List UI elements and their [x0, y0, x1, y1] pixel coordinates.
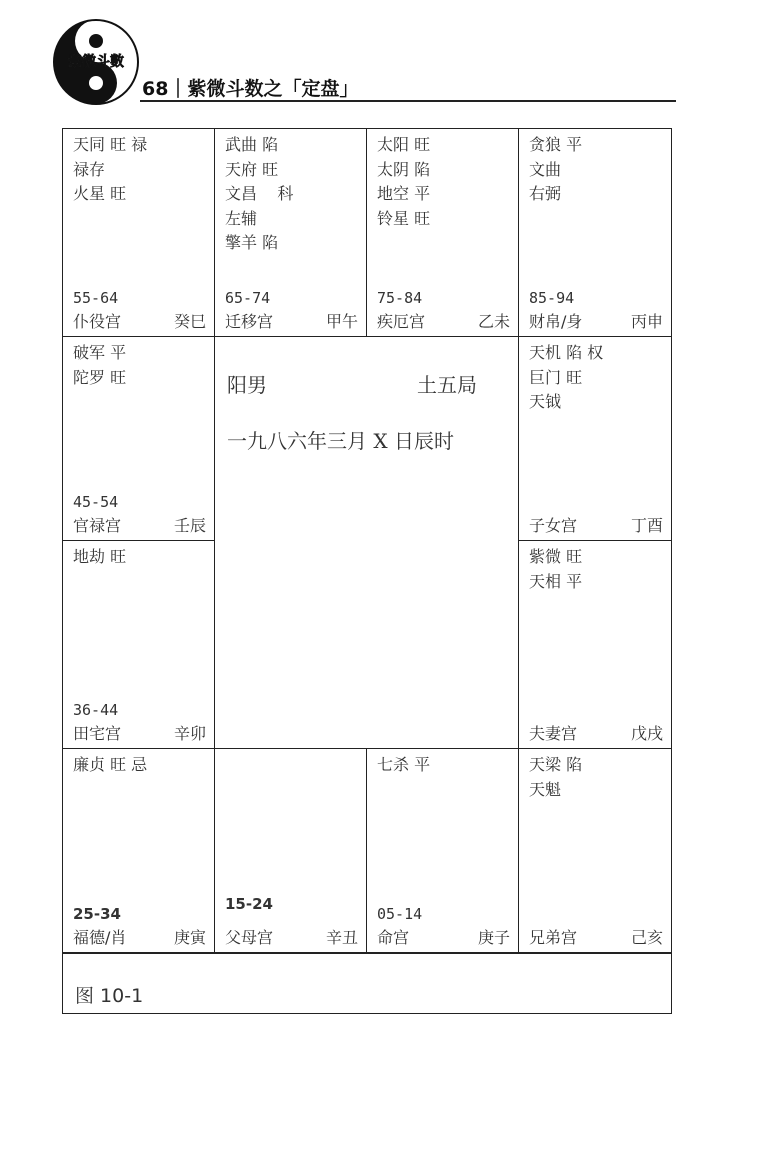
star-line: 擎羊 陷 [225, 233, 279, 252]
earthly-branch: 癸巳 [173, 312, 206, 331]
palace-cell [63, 337, 215, 541]
earthly-branch: 乙未 [477, 312, 510, 331]
age-range: 85-94 [529, 289, 575, 307]
palace-name: 命宫 [377, 928, 410, 947]
star-line: 地空 平 [377, 184, 431, 203]
bureau-label: 土五局 [417, 373, 477, 397]
star-line: 巨门 旺 [529, 367, 583, 387]
yin-yang-logo [52, 18, 140, 106]
age-range: 55-64 [73, 289, 119, 307]
star-line: 廉贞 旺 忌 [73, 755, 148, 774]
palace-cell [367, 129, 519, 337]
star-line: 天同 旺 禄 [73, 135, 148, 154]
chart-center [215, 337, 519, 749]
earthly-branch: 甲午 [325, 312, 358, 331]
star-line: 火星 旺 [73, 184, 127, 203]
star-line: 太阳 旺 [377, 135, 431, 154]
palace-cell [519, 749, 671, 953]
age-range: 65-74 [225, 289, 271, 307]
star-line: 天相 平 [529, 571, 583, 591]
star-list [73, 341, 126, 390]
palace-name: 福德/肖 [73, 928, 127, 947]
star-list [73, 545, 126, 570]
star-line: 铃星 旺 [377, 208, 431, 228]
star-list [225, 133, 293, 256]
palace-name: 夫妻宫 [529, 724, 578, 743]
palace-cell [519, 337, 671, 541]
star-line: 左辅 [225, 208, 258, 228]
star-line: 天钺 [529, 392, 562, 411]
palace-name: 父母宫 [225, 928, 274, 947]
earthly-branch: 丁酉 [630, 516, 663, 535]
palace-cell [63, 541, 215, 749]
star-list [73, 133, 147, 207]
palace-name: 兄弟宫 [529, 928, 578, 947]
palace-name: 仆役宫 [73, 312, 122, 331]
ziwei-chart [62, 128, 672, 1014]
palace-cell [519, 129, 671, 337]
earthly-branch: 丙申 [630, 312, 663, 331]
palace-name: 田宅宫 [73, 724, 122, 743]
star-line: 天府 旺 [225, 159, 279, 179]
star-line: 破军 平 [73, 343, 127, 362]
star-line: 禄存 [73, 159, 106, 179]
star-line: 紫微 旺 [529, 547, 583, 566]
star-line: 贪狼 平 [529, 135, 583, 154]
age-range: 25-34 [73, 905, 121, 923]
star-line: 陀罗 旺 [73, 367, 127, 387]
star-list [377, 753, 430, 778]
figure-caption: 图 10-1 [75, 985, 144, 1007]
palace-cell [215, 129, 367, 337]
palace-name: 官禄宫 [73, 516, 122, 535]
palace-cell [63, 749, 215, 953]
age-range: 05-14 [377, 905, 423, 923]
star-line: 七杀 平 [377, 755, 431, 774]
star-line: 天机 陷 权 [529, 343, 604, 362]
header-divider [140, 100, 676, 102]
palace-name: 疾厄宫 [377, 312, 426, 331]
logo-text: 紫微斗數 [68, 54, 124, 70]
age-range: 45-54 [73, 493, 119, 511]
star-list [529, 545, 582, 594]
star-line: 地劫 旺 [73, 547, 127, 566]
palace-cell [215, 749, 367, 953]
star-list [529, 133, 582, 207]
age-range: 36-44 [73, 701, 119, 719]
palace-name: 迁移宫 [225, 312, 274, 331]
page-title: 68｜紫微斗数之「定盘」 [142, 78, 359, 100]
age-range: 15-24 [225, 895, 273, 913]
age-range: 75-84 [377, 289, 423, 307]
palace-name: 子女宫 [529, 516, 578, 535]
star-line: 文昌 科 [225, 184, 294, 203]
earthly-branch: 辛卯 [173, 724, 206, 743]
caption-divider [63, 953, 671, 954]
earthly-branch: 庚寅 [173, 928, 206, 947]
earthly-branch: 辛丑 [325, 928, 358, 947]
birth-date: 一九八六年三月 X 日辰时 [227, 429, 454, 453]
star-list [73, 753, 147, 778]
palace-cell [519, 541, 671, 749]
star-line: 右弼 [529, 184, 562, 203]
star-line: 武曲 陷 [225, 135, 279, 154]
star-line: 天梁 陷 [529, 755, 583, 774]
gender-label: 阳男 [227, 373, 267, 397]
earthly-branch: 己亥 [630, 928, 663, 947]
star-line: 太阴 陷 [377, 159, 431, 179]
palace-name: 财帛/身 [529, 312, 583, 331]
earthly-branch: 庚子 [477, 928, 510, 947]
star-list [529, 753, 582, 802]
star-list [529, 341, 603, 415]
palace-cell [63, 129, 215, 337]
star-line: 文曲 [529, 159, 562, 179]
palace-cell [367, 749, 519, 953]
star-line: 天魁 [529, 779, 562, 799]
star-list [377, 133, 430, 231]
earthly-branch: 戊戌 [630, 724, 663, 743]
earthly-branch: 壬辰 [173, 516, 206, 535]
